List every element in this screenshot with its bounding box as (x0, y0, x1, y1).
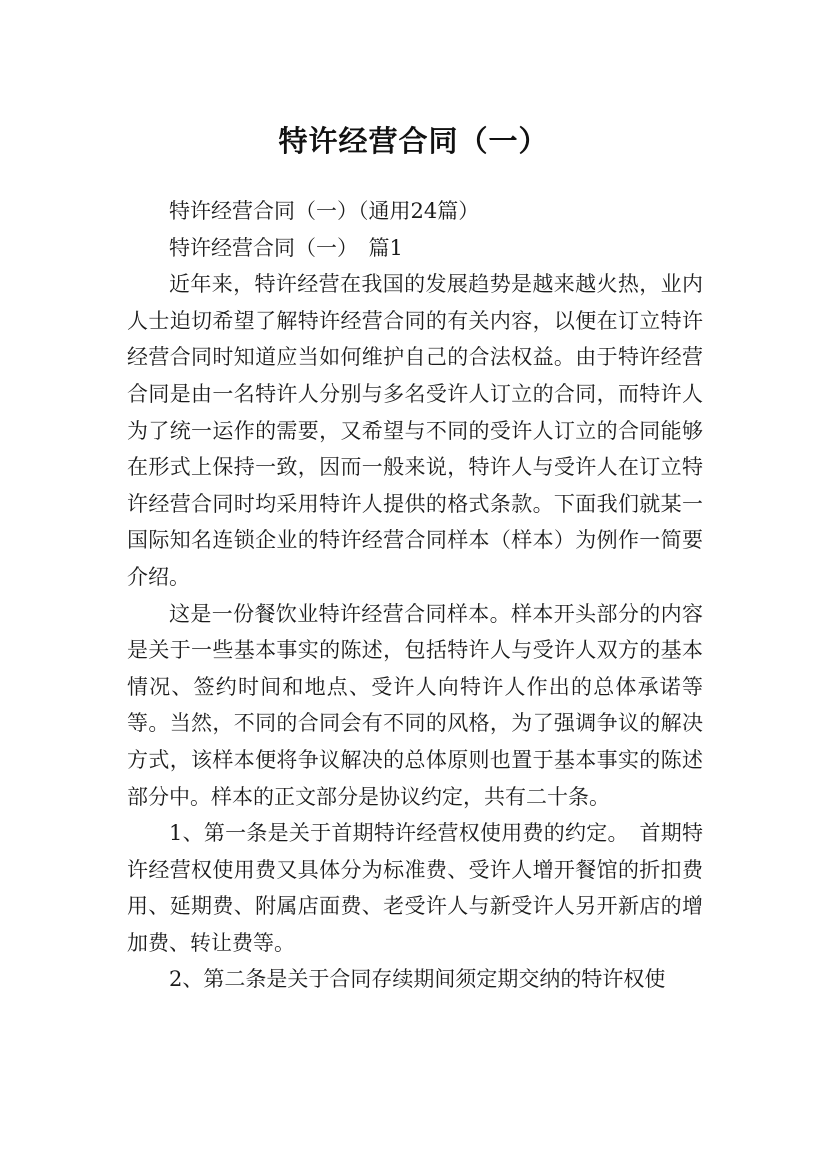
document-subtitle: 特许经营合同（一）（通用24篇） (169, 199, 480, 223)
body-paragraph: 2、第二条是关于合同存续期间须定期交纳的特许权使 (169, 967, 666, 992)
body-paragraph: 近年来，特许经营在我国的发展趋势是越来越火热，业内人士迫切希望了解特许经营合同的有关内容，以便在订立特许经营合同时知道应当如何维护自己的合法权益。由于特许经营合同是由一名特许人分别与多名受许人订立的合同，而特许人为了统一运作的需要，又希望与不同的受许人订立的合同能够在形式上保持一致，因而一般来说，特许人与受许人在订立特许经营合同时均采用特许人提供的格式条款。下面我们就某一国际知名连锁企业的特许经营合同样本（样本）为例作一简要介绍。 (127, 272, 703, 589)
document-body (127, 193, 703, 998)
section-heading: 特许经营合同（一） 篇1 (169, 235, 403, 260)
document-title: 特许经营合同（一） (278, 124, 549, 159)
body-paragraph: 这是一份餐饮业特许经营合同样本。样本开头部分的内容是关于一些基本事实的陈述，包括特许人与受许人双方的基本情况、签约时间和地点、受许人向特许人作出的总体承诺等等。当然，不同的合同会有不同的风格，为了强调争议的解决方式，该样本便将争议解决的总体原则也置于基本事实的陈述部分中。样本的正文部分是协议约定，共有二十条。 (127, 601, 703, 809)
body-paragraph: 1、第一条是关于首期特许经营权使用费的约定。 首期特许经营权使用费又具体分为标准费、受许人增开餐馆的折扣费用、延期费、附属店面费、老受许人与新受许人另开新店的增加费、转让费等。 (127, 821, 703, 955)
